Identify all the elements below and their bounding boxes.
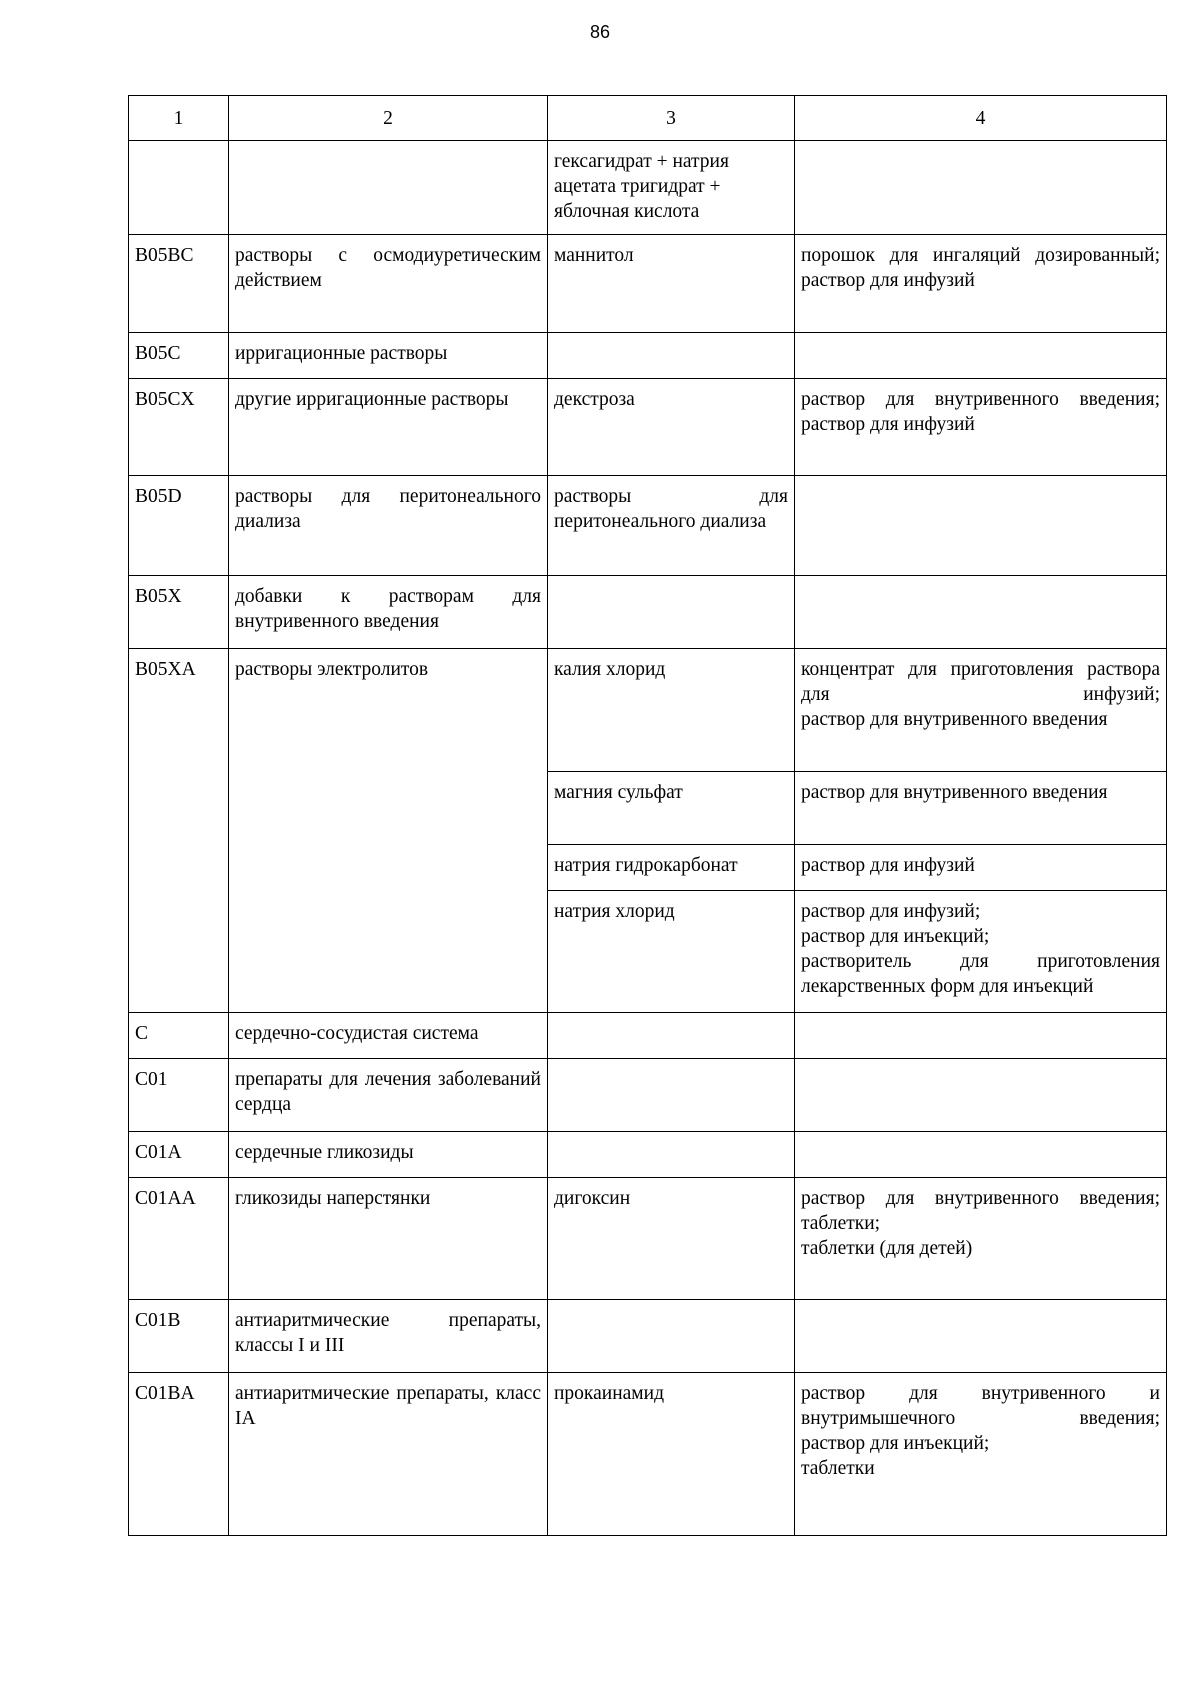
drug-name-cell (548, 333, 795, 379)
atc-code-cell: B05X (129, 576, 229, 649)
table-header-row (129, 96, 1167, 141)
table-row (129, 1132, 1167, 1178)
dosage-form: раствор для внутривенного введения (801, 709, 1108, 730)
group-cell: гликозиды наперстянки (229, 1178, 548, 1300)
drug-name-cell: декстроза (548, 379, 795, 476)
dosage-forms-cell (795, 1300, 1167, 1373)
drug-name-cell: растворы для перитонеального диализа (548, 476, 795, 576)
dosage-form: порошок для ингаляций дозированный; (801, 245, 1160, 266)
dosage-forms-cell (795, 235, 1167, 333)
atc-code-cell: B05CX (129, 379, 229, 476)
group-cell: сердечно-сосудистая система (229, 1013, 548, 1059)
table-row (129, 1300, 1167, 1373)
dosage-forms-cell (795, 333, 1167, 379)
dosage-form: таблетки (801, 1458, 875, 1479)
group-cell: другие ирригационные растворы (229, 379, 548, 476)
atc-code-cell: C01AA (129, 1178, 229, 1300)
column-header: 1 (129, 96, 229, 141)
group-cell: сердечные гликозиды (229, 1132, 548, 1178)
dosage-form: раствор для внутривенного введения; (801, 1188, 1160, 1209)
drug-name-cell: дигоксин (548, 1178, 795, 1300)
group-cell: антиаритмические препараты, классы I и III (229, 1300, 548, 1373)
group-cell: антиаритмические препараты, класс IA (229, 1373, 548, 1536)
table-row (129, 141, 1167, 235)
dosage-form: растворитель для приготовления лекарственных форм для инъекций (801, 951, 1160, 997)
dosage-forms-cell (795, 649, 1167, 772)
table-row (129, 476, 1167, 576)
group-cell: препараты для лечения заболеваний сердца (229, 1059, 548, 1132)
dosage-forms-cell (795, 1013, 1167, 1059)
dosage-forms-cell (795, 1373, 1167, 1536)
drug-name-cell: прокаинамид (548, 1373, 795, 1536)
table-row (129, 1373, 1167, 1536)
table-row (129, 235, 1167, 333)
dosage-form: раствор для внутривенного введения; (801, 389, 1160, 410)
dosage-form: раствор для инфузий (801, 270, 975, 291)
dosage-form: раствор для инфузий (801, 414, 975, 435)
atc-code-cell: C01BA (129, 1373, 229, 1536)
dosage-forms-cell (795, 576, 1167, 649)
atc-code-cell: B05D (129, 476, 229, 576)
drug-name-cell: магния сульфат (548, 772, 795, 845)
dosage-forms-cell (795, 476, 1167, 576)
drug-name-cell (548, 1013, 795, 1059)
table-row (129, 1013, 1167, 1059)
column-header: 4 (795, 96, 1167, 141)
group-cell: растворы электролитов (229, 649, 548, 1013)
group-cell: добавки к растворам для внутривенного введения (229, 576, 548, 649)
atc-code-cell: C01A (129, 1132, 229, 1178)
dosage-form: таблетки; (801, 1213, 881, 1234)
table-row (129, 1059, 1167, 1132)
drug-name-cell (548, 1132, 795, 1178)
dosage-forms-cell (795, 845, 1167, 891)
dosage-form: раствор для инъекций; (801, 926, 990, 947)
dosage-forms-cell (795, 1132, 1167, 1178)
drug-name-cell: натрия хлорид (548, 891, 795, 1013)
column-header: 3 (548, 96, 795, 141)
drug-name-cell (548, 1300, 795, 1373)
drug-name-cell (548, 1059, 795, 1132)
dosage-forms-cell (795, 891, 1167, 1013)
dosage-form: раствор для внутривенного и внутримышечного введения; (801, 1383, 1160, 1429)
dosage-forms-cell (795, 141, 1167, 235)
dosage-form: раствор для внутривенного введения (801, 782, 1108, 803)
drug-name-cell: калия хлорид (548, 649, 795, 772)
drug-name-cell (548, 576, 795, 649)
dosage-form: концентрат для приготовления раствора для инфузий; (801, 659, 1160, 705)
drug-name-cell: маннитол (548, 235, 795, 333)
group-cell: растворы для перитонеального диализа (229, 476, 548, 576)
table-row (129, 649, 1167, 772)
dosage-form: раствор для инфузий (801, 855, 975, 876)
atc-code-cell (129, 141, 229, 235)
medication-table (128, 95, 1167, 1536)
dosage-form: таблетки (для детей) (801, 1238, 973, 1259)
atc-code-cell: B05C (129, 333, 229, 379)
atc-code-cell: C01B (129, 1300, 229, 1373)
dosage-forms-cell (795, 379, 1167, 476)
atc-code-cell: C (129, 1013, 229, 1059)
column-header: 2 (229, 96, 548, 141)
group-cell: ирригационные растворы (229, 333, 548, 379)
atc-code-cell: B05XA (129, 649, 229, 1013)
page-number: 86 (589, 22, 611, 42)
drug-name-cell: натрия гидрокарбонат (548, 845, 795, 891)
table-row (129, 1178, 1167, 1300)
group-cell: растворы с осмодиуретическим действием (229, 235, 548, 333)
table-row (129, 333, 1167, 379)
dosage-forms-cell (795, 1178, 1167, 1300)
dosage-forms-cell (795, 772, 1167, 845)
atc-code-cell: B05BC (129, 235, 229, 333)
drug-name-cell: гексагидрат + натрия ацетата тригидрат + яблочная кислота (548, 141, 795, 235)
dosage-form: раствор для инфузий; (801, 901, 981, 922)
atc-code-cell: C01 (129, 1059, 229, 1132)
dosage-forms-cell (795, 1059, 1167, 1132)
group-cell (229, 141, 548, 235)
table-row (129, 576, 1167, 649)
table-row (129, 379, 1167, 476)
dosage-form: раствор для инъекций; (801, 1433, 990, 1454)
